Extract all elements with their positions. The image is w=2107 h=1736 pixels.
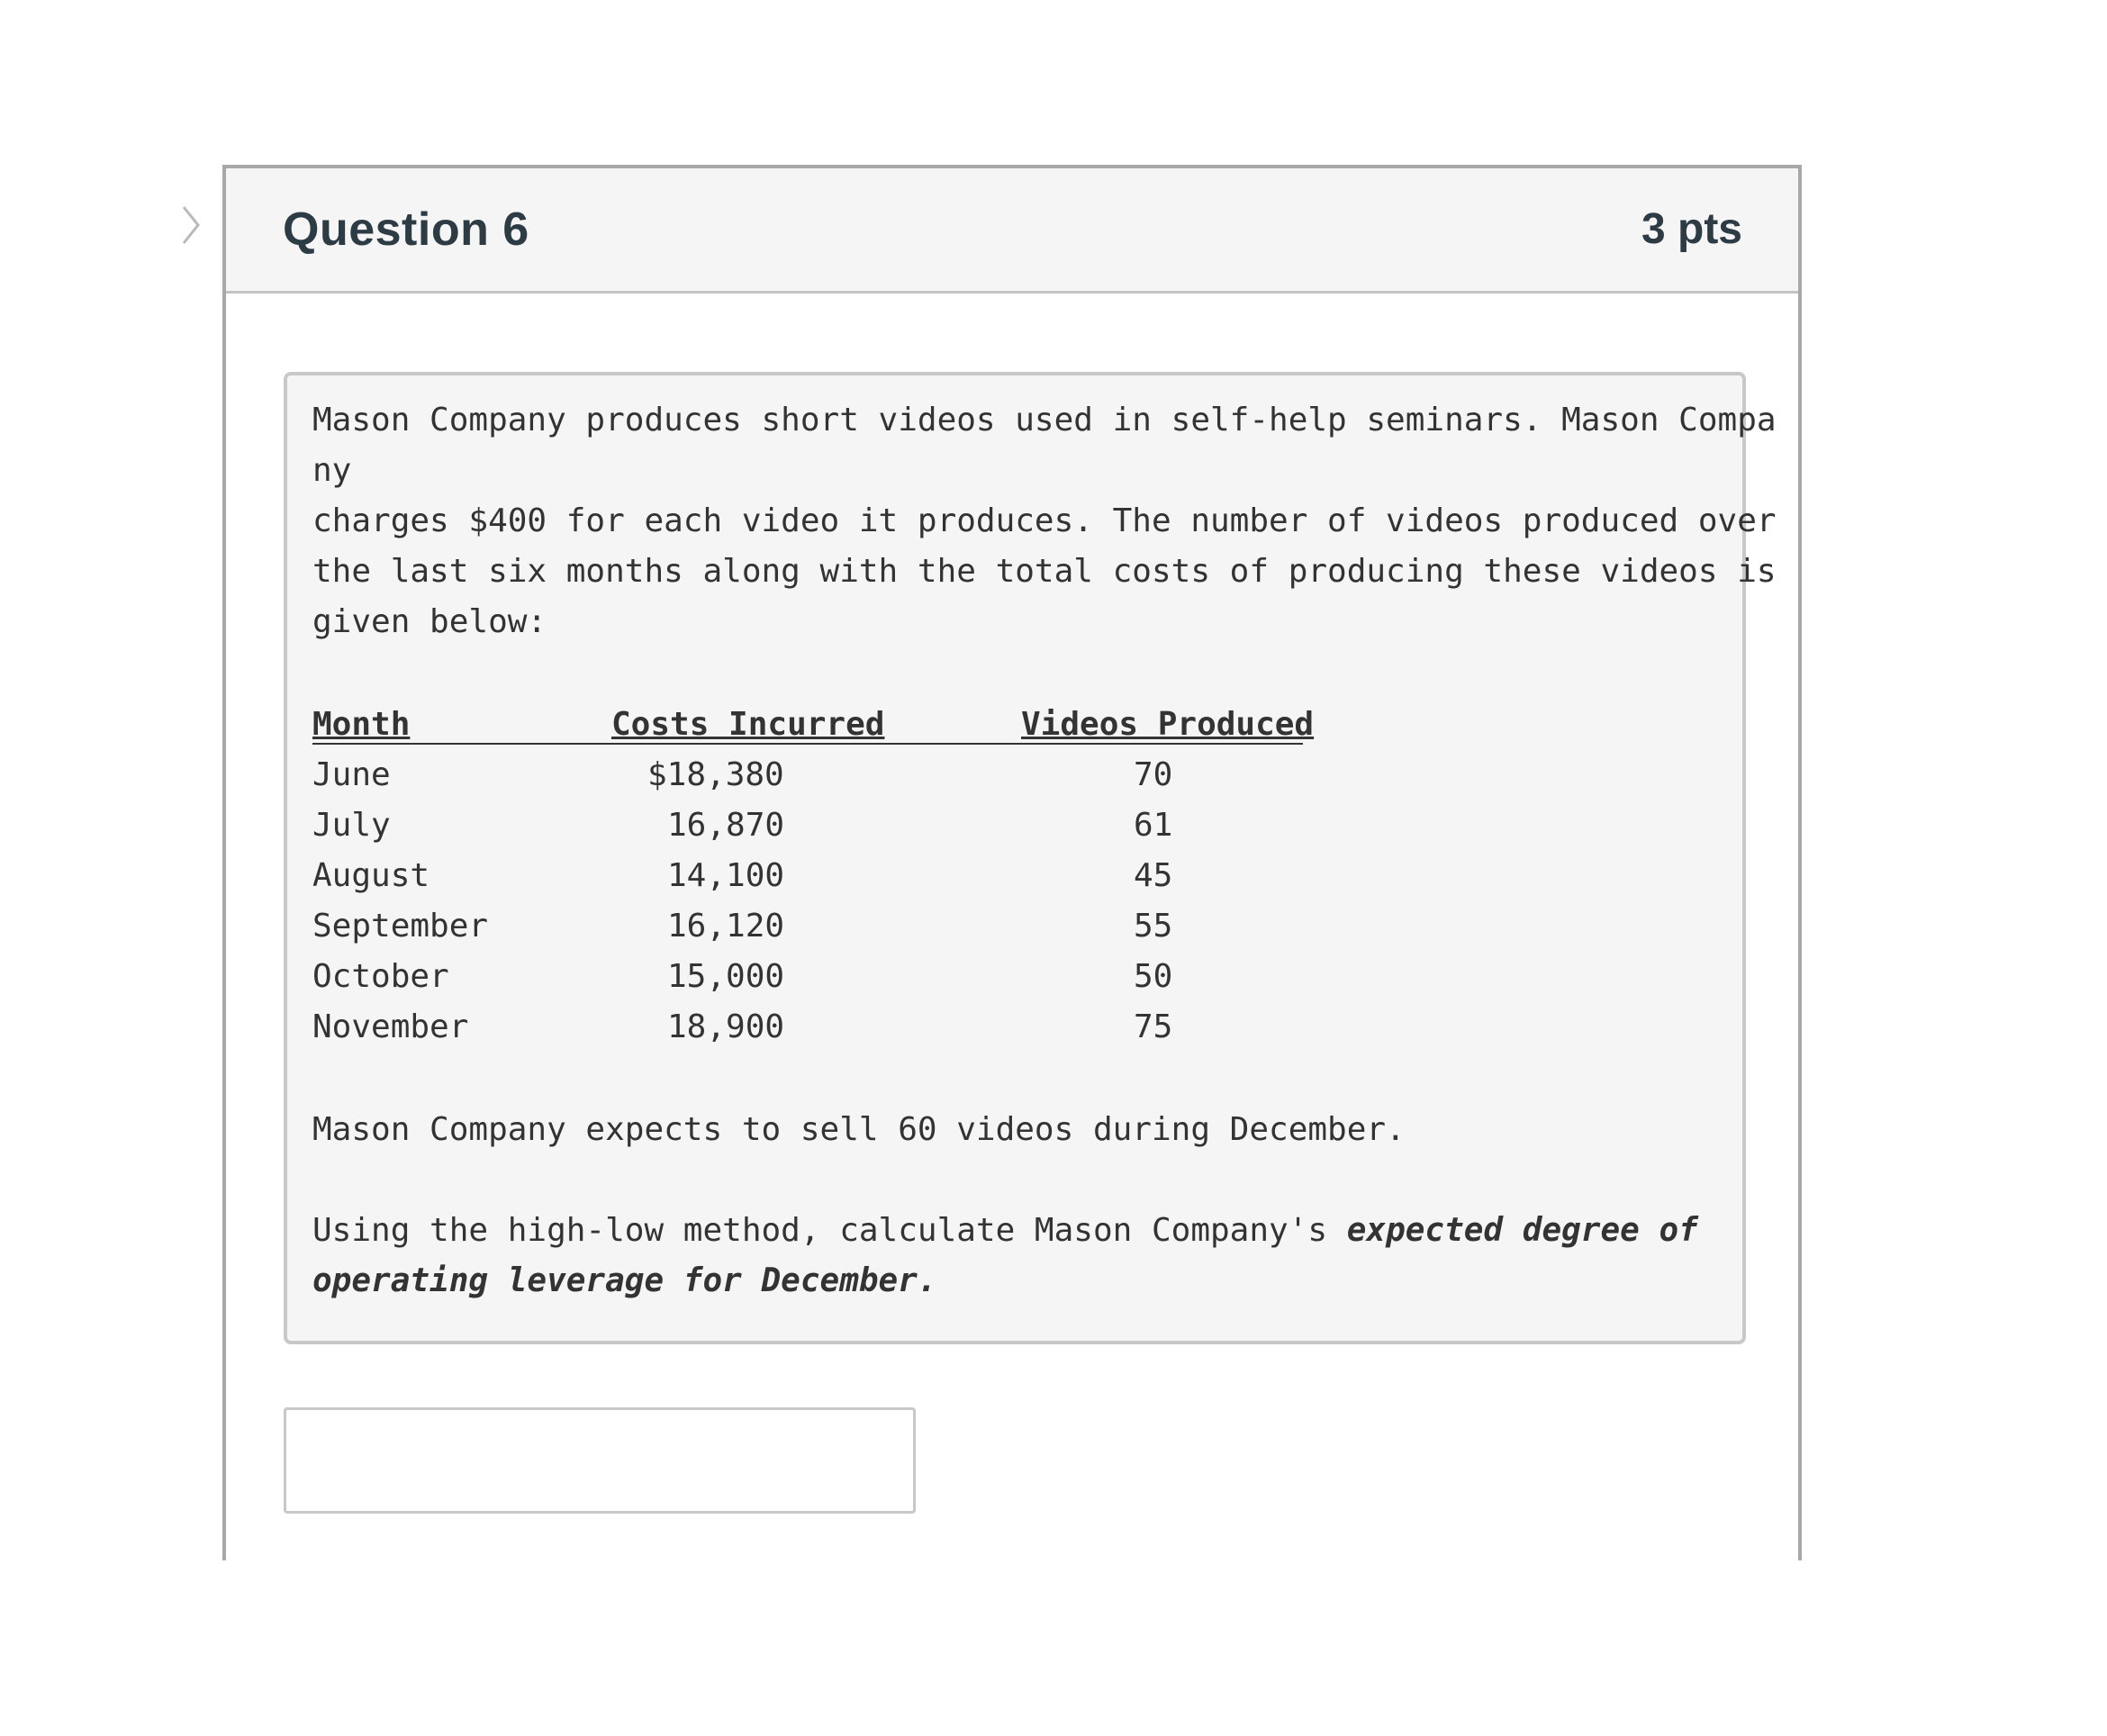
intro-line: charges $400 for each video it produces. The number of videos produced over xyxy=(312,502,1777,539)
header-underline xyxy=(312,743,1303,745)
table-row-videos: 55 xyxy=(1134,908,1173,945)
table-row-cost: 16,120 xyxy=(667,908,785,945)
intro-line: Mason Company produces short videos used in self-help seminars. Mason Compa xyxy=(312,402,1777,439)
table-row-cost: 18,900 xyxy=(667,1008,785,1045)
table-row-month: September xyxy=(312,908,489,945)
column-header-videos: Videos Produced xyxy=(1021,706,1315,743)
intro-line: ny xyxy=(312,452,352,489)
table-row-videos: 70 xyxy=(1134,756,1173,793)
table-row-videos: 45 xyxy=(1134,857,1173,894)
table-row-month: October xyxy=(312,958,449,995)
chevron-right-icon[interactable] xyxy=(180,203,202,247)
question-card xyxy=(222,165,1802,1560)
prompt-line-1 xyxy=(312,1206,1698,1256)
table-row-videos: 61 xyxy=(1134,807,1173,844)
table-row-videos: 50 xyxy=(1134,958,1173,995)
table-row-videos: 75 xyxy=(1134,1008,1173,1045)
table-row-month: August xyxy=(312,857,430,894)
prompt-line-2: operating leverage for December. xyxy=(312,1262,937,1299)
expectation-text: Mason Company expects to sell 60 videos during December. xyxy=(312,1111,1406,1148)
answer-input[interactable] xyxy=(284,1407,916,1514)
intro-line: the last six months along with the total costs of producing these videos is xyxy=(312,553,1777,590)
table-row-month: November xyxy=(312,1008,469,1045)
question-points: 3 pts xyxy=(1641,205,1742,253)
prompt-normal: Using the high-low method, calculate Mason Company's xyxy=(312,1212,1347,1249)
column-header-month: Month xyxy=(312,706,411,743)
column-header-costs: Costs Incurred xyxy=(611,706,885,743)
question-title: Question 6 xyxy=(283,203,529,256)
table-row-month: July xyxy=(312,807,391,844)
table-row-cost: $18,380 xyxy=(647,756,784,793)
table-row-month: June xyxy=(312,756,391,793)
table-row-cost: 16,870 xyxy=(667,807,785,844)
question-header xyxy=(226,168,1798,294)
table-row-cost: 14,100 xyxy=(667,857,785,894)
intro-line: given below: xyxy=(312,603,547,640)
question-text xyxy=(284,372,1777,1344)
prompt-emphasis: expected degree of xyxy=(1346,1212,1698,1249)
table-row-cost: 15,000 xyxy=(667,958,785,995)
